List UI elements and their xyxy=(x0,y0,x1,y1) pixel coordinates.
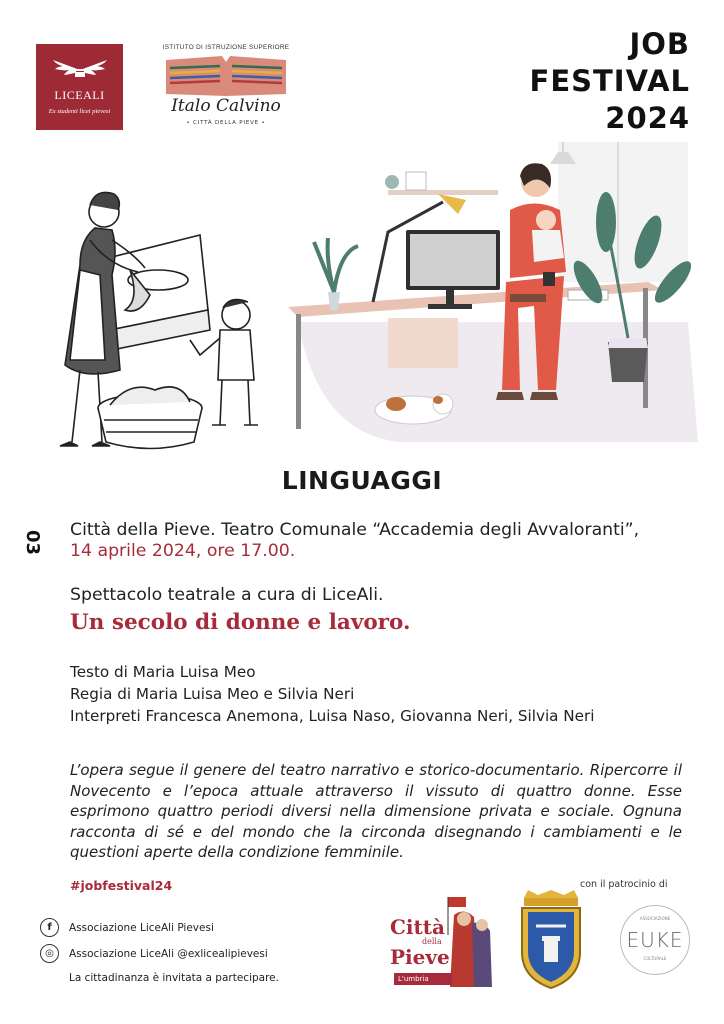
liceali-subtitle: Ex studenti licei pievesi xyxy=(48,108,111,115)
social-facebook[interactable] xyxy=(40,918,214,937)
facebook-label: Associazione LiceAli Pievesi xyxy=(69,921,214,934)
event-date: 14 aprile 2024, ore 17.00. xyxy=(70,541,296,561)
credit-direction: Regia di Maria Luisa Meo e Silvia Neri xyxy=(70,685,355,703)
pieve-line-1: Città xyxy=(390,915,445,939)
section-title: LINGUAGGI xyxy=(281,466,443,495)
show-intro: Spettacolo teatrale a cura di LiceAli. xyxy=(70,585,384,605)
event-venue: Città della Pieve. Teatro Comunale “Accademia degli Avvaloranti”, xyxy=(70,520,640,540)
calvino-script-name: Italo Calvino xyxy=(171,96,281,116)
credit-text: Testo di Maria Luisa Meo xyxy=(70,663,256,681)
facebook-icon: f xyxy=(40,918,59,937)
wings-icon xyxy=(49,56,111,82)
credit-cast: Interpreti Francesca Anemona, Luisa Naso, Giovanna Neri, Silvia Neri xyxy=(70,707,595,725)
hashtag: #jobfestival24 xyxy=(70,878,173,893)
social-instagram[interactable] xyxy=(40,944,268,963)
festival-line-3: 2024 xyxy=(605,101,690,135)
municipal-crest-icon xyxy=(516,890,586,990)
citta-della-pieve-logo xyxy=(388,895,500,993)
euke-text: EUKE xyxy=(626,928,684,952)
instagram-icon: ◎ xyxy=(40,944,59,963)
pieve-line-3: Pieve xyxy=(390,945,450,969)
event-number-label: 03 xyxy=(22,529,44,556)
festival-title xyxy=(470,26,690,137)
calvino-institute-label: ISTITUTO DI ISTRUZIONE SUPERIORE xyxy=(162,44,290,51)
euke-logo xyxy=(620,905,690,975)
instagram-label: Associazione LiceAli @exlicealipievesi xyxy=(69,947,268,960)
euke-top: ASSOCIAZIONE xyxy=(639,916,671,921)
calvino-city: • CITTÀ DELLA PIEVE • xyxy=(186,120,266,126)
event-number xyxy=(22,520,66,562)
book-icon xyxy=(162,54,290,98)
liceali-logo xyxy=(36,44,123,130)
euke-bottom: CULTURALE xyxy=(643,956,667,961)
patronage-label: con il patrocinio di xyxy=(580,879,668,890)
liceali-name: LICEALI xyxy=(54,88,105,102)
festival-line-1: JOB xyxy=(629,27,690,61)
pieve-line-2: della xyxy=(422,937,442,946)
vintage-mother-laundry-illustration xyxy=(40,180,270,455)
festival-line-2: FESTIVAL xyxy=(529,64,690,98)
working-mother-illustration xyxy=(288,142,698,447)
show-description: L’opera segue il genere del teatro narrativo e storico-documentario. Ripercorre il Novecento e l’epoca attuale attraverso il vissuto di quattro donne. Esse esprimono quattro periodi diversi nella dimensione privata e sociale. Ognuna racconta di sé e del mondo che la circonda disegnando i cambiamenti e le questioni aperte della condizione femminile. xyxy=(70,761,682,861)
calvino-logo xyxy=(160,44,292,134)
pieve-region: L'umbria xyxy=(394,973,452,985)
invite-text: La cittadinanza è invitata a partecipare. xyxy=(69,972,279,984)
show-title: Un secolo di donne e lavoro. xyxy=(70,610,411,635)
